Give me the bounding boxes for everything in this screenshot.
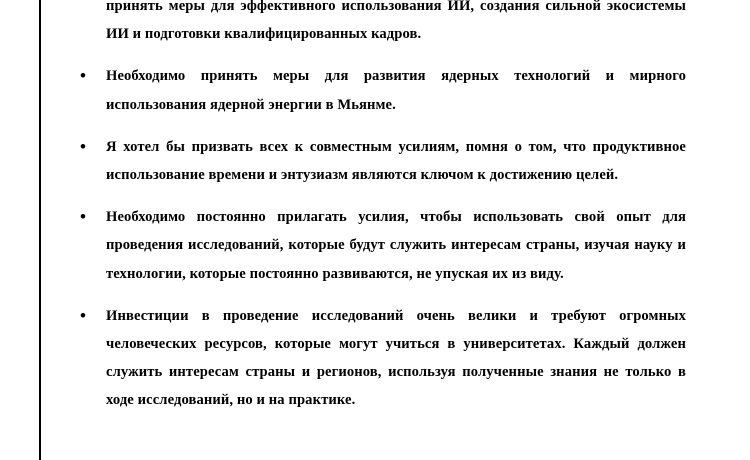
paragraph-continuation	[62, 0, 686, 48]
paragraph-text: Необходимо принять меры для развития ядерных технологий и мирного использования ядерной энергии в Мьянме.	[106, 68, 686, 113]
paragraph-text: принять меры для эффективного использования ИИ, создания сильной экосистемы ИИ и подготовки квалифицированных кадров.	[106, 0, 686, 43]
bullet-icon: •	[80, 66, 87, 86]
paragraph-text: Инвестиции в проведение исследований очень велики и требуют огромных человеческих ресурсов, которые могут учиться в университетах. Каждый должен служить интересам страны и регионов, используя полученные знания не только в ходе исследований, но и на практике.	[106, 307, 686, 409]
bullet-item	[62, 133, 686, 189]
paragraph-text: Необходимо постоянно прилагать усилия, чтобы использовать свой опыт для проведения исследований, которые будут служить интересам страны, изучая науку и технологии, которые постоянно развиваются, не упуская их из виду.	[106, 209, 686, 282]
paragraph-text: Я хотел бы призвать всех к совместным усилиям, помня о том, что продуктивное использование времени и энтузиазм являются ключом к достижению целей.	[106, 138, 686, 184]
bullet-item	[62, 62, 686, 118]
bullet-icon: •	[80, 136, 87, 156]
bullet-item	[62, 302, 686, 415]
document-body	[62, 0, 686, 415]
page-border-rule	[39, 0, 41, 460]
bullet-item	[62, 203, 686, 288]
bullet-icon: •	[80, 207, 87, 227]
bullet-icon: •	[80, 305, 87, 325]
